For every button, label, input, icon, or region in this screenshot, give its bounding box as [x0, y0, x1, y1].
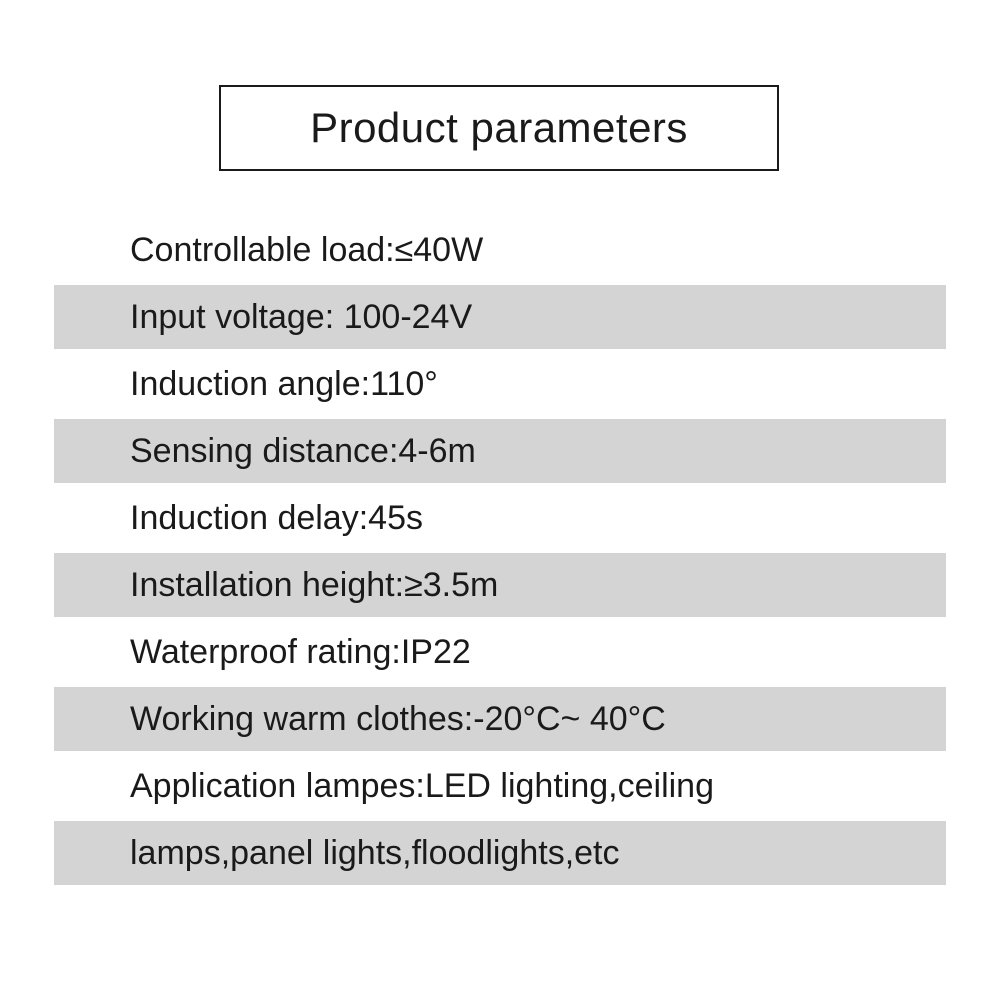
- parameter-row: [54, 751, 946, 821]
- parameter-row: [54, 687, 946, 751]
- parameter-list: [54, 215, 946, 885]
- parameter-text: Induction delay:45s: [130, 498, 423, 537]
- page-title: Product parameters: [310, 104, 688, 151]
- parameter-text: Waterproof rating:IP22: [130, 632, 471, 671]
- parameter-row: [54, 215, 946, 285]
- parameter-text: lamps,panel lights,floodlights,etc: [130, 833, 620, 872]
- parameter-text: Controllable load:≤40W: [130, 230, 484, 269]
- parameter-text: Input voltage: 100-24V: [130, 297, 473, 336]
- parameter-row: [54, 553, 946, 617]
- parameter-row: [54, 285, 946, 349]
- parameter-row: [54, 617, 946, 687]
- parameter-text: Application lampes:LED lighting,ceiling: [130, 766, 714, 805]
- parameter-text: Working warm clothes:-20°C~ 40°C: [130, 699, 666, 738]
- parameter-text: Induction angle:110°: [130, 364, 438, 403]
- parameter-text: Sensing distance:4-6m: [130, 431, 476, 470]
- parameter-row: [54, 349, 946, 419]
- parameter-row: [54, 483, 946, 553]
- parameter-text: Installation height:≥3.5m: [130, 565, 499, 604]
- parameter-row: [54, 419, 946, 483]
- parameter-row: [54, 821, 946, 885]
- title-box: [219, 85, 779, 171]
